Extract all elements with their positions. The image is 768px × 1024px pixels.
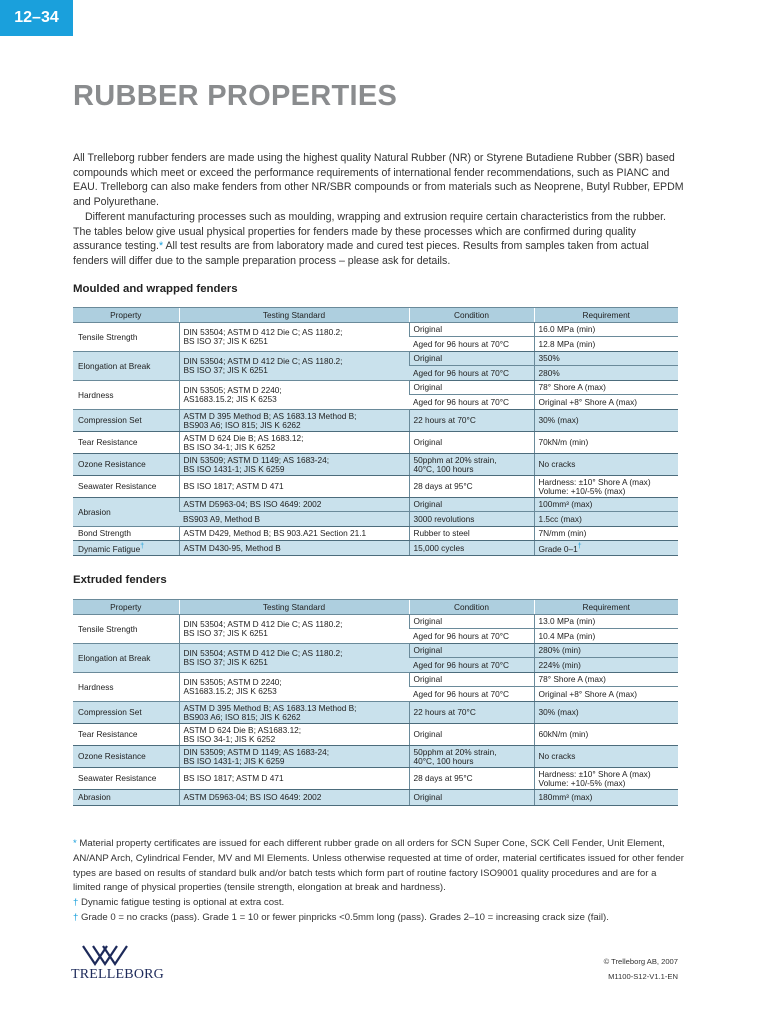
table-row — [73, 352, 678, 366]
property-cell: Ozone Resistance — [73, 454, 179, 476]
standard-cell: ASTM D 624 Die B; AS 1683.12; BS ISO 34-1; JIS K 6252 — [179, 432, 409, 454]
extruded-properties-table — [73, 599, 678, 806]
requirement-cell: 280% — [534, 366, 678, 381]
dagger-marker: † — [140, 542, 145, 550]
requirement-cell: 13.0 MPa (min) — [534, 615, 678, 629]
table-row — [73, 527, 678, 541]
standard-cell: DIN 53509; ASTM D 1149; AS 1683-24; BS ISO 1431-1; JIS K 6259 — [179, 454, 409, 476]
standard-cell: DIN 53509; ASTM D 1149; AS 1683-24; BS ISO 1431-1; JIS K 6259 — [179, 746, 409, 768]
requirement-cell: 7N/mm (min) — [534, 527, 678, 541]
property-cell: Tensile Strength — [73, 323, 179, 352]
column-header-requirement: Requirement — [534, 308, 678, 323]
intro-text — [73, 151, 685, 269]
condition-cell: Original — [409, 615, 534, 629]
table-header-row — [73, 600, 678, 615]
table-row — [73, 323, 678, 337]
condition-cell: Aged for 96 hours at 70°C — [409, 337, 534, 352]
property-cell: Bond Strength — [73, 527, 179, 541]
requirement-cell: Original +8° Shore A (max) — [534, 687, 678, 702]
table-row — [73, 644, 678, 658]
condition-cell: Original — [409, 432, 534, 454]
column-header-standard: Testing Standard — [179, 600, 409, 615]
requirement-cell: 100mm³ (max) — [534, 498, 678, 512]
column-header-requirement: Requirement — [534, 600, 678, 615]
table-row — [73, 724, 678, 746]
condition-cell: 50pphm at 20% strain, 40°C, 100 hours — [409, 454, 534, 476]
trelleborg-logo — [71, 944, 164, 983]
logo-wordmark: TRELLEBORG — [71, 967, 164, 982]
requirement-cell: 224% (min) — [534, 658, 678, 673]
property-cell: Ozone Resistance — [73, 746, 179, 768]
requirement-cell: Hardness: ±10° Shore A (max) Volume: +10/-5% (max) — [534, 476, 678, 498]
property-cell: Tear Resistance — [73, 724, 179, 746]
condition-cell: 22 hours at 70°C — [409, 410, 534, 432]
standard-cell: DIN 53504; ASTM D 412 Die C; AS 1180.2; BS ISO 37; JIS K 6251 — [179, 352, 409, 381]
standard-cell: DIN 53504; ASTM D 412 Die C; AS 1180.2; BS ISO 37; JIS K 6251 — [179, 323, 409, 352]
moulded-properties-table — [73, 307, 678, 556]
standard-cell: ASTM D 624 Die B; AS1683.12; BS ISO 34-1; JIS K 6252 — [179, 724, 409, 746]
standard-cell: ASTM D5963-04; BS ISO 4649: 2002 — [179, 790, 409, 806]
requirement-cell: 30% (max) — [534, 702, 678, 724]
property-cell: Hardness — [73, 381, 179, 410]
requirement-cell: 280% (min) — [534, 644, 678, 658]
table-row — [73, 790, 678, 806]
column-header-standard: Testing Standard — [179, 308, 409, 323]
footnote-star — [73, 837, 685, 896]
requirement-cell: 30% (max) — [534, 410, 678, 432]
document-id: M1100-S12-V1.1-EN — [608, 972, 678, 981]
requirement-cell: 78° Shore A (max) — [534, 381, 678, 395]
standard-cell: ASTM D 395 Method B; AS 1683.13 Method B; BS903 A6; ISO 815; JIS K 6262 — [179, 410, 409, 432]
extruded-section-heading: Extruded fenders — [73, 574, 167, 586]
standard-cell: ASTM D5963-04; BS ISO 4649: 2002 — [179, 498, 409, 512]
condition-cell: 3000 revolutions — [409, 512, 534, 527]
requirement-cell: 1.5cc (max) — [534, 512, 678, 527]
property-cell: Elongation at Break — [73, 644, 179, 673]
condition-cell: Original — [409, 673, 534, 687]
standard-cell: ASTM D430-95, Method B — [179, 541, 409, 556]
table-row — [73, 432, 678, 454]
table-row — [73, 410, 678, 432]
property-cell: Abrasion — [73, 498, 179, 527]
table-row — [73, 615, 678, 629]
footnote-star-marker: * — [73, 838, 77, 849]
intro-paragraph-2 — [73, 210, 685, 269]
requirement-cell: 10.4 MPa (min) — [534, 629, 678, 644]
table-row — [73, 476, 678, 498]
footnote-star-text: Material property certificates are issued for each different rubber grade on all orders for SCN Super Cone, SCK Cell Fender, Unit Element, AN/ANP Arch, Cylindrical Fender, MV and MI Elements. Unless otherwise requested at time of order, material certificates issued for other fender types are based on results of standard bulk and/or batch tests which form part of routine factory ISO9001 quality procedures and are for a limited range of physical properties (tensile strength, elongation at break and hardness). — [73, 838, 684, 894]
page-number: 12–34 — [14, 9, 59, 26]
condition-cell: Aged for 96 hours at 70°C — [409, 687, 534, 702]
intro-paragraph-1: All Trelleborg rubber fenders are made using the highest quality Natural Rubber (NR) or Styrene Butadiene Rubber (SBR) based compounds which meet or exceed the performance requirements of international fender recommendations, such as PIANC and EAU. Trelleborg can also make fenders from other NR/SBR compounds or from materials such as Neoprene, Butyl Rubber, EPDM and Polyurethane. — [73, 152, 684, 209]
requirement-cell: 70kN/m (min) — [534, 432, 678, 454]
condition-cell: Aged for 96 hours at 70°C — [409, 658, 534, 673]
table-row — [73, 673, 678, 687]
copyright-text: © Trelleborg AB, 2007 — [603, 957, 678, 966]
requirement-cell: 16.0 MPa (min) — [534, 323, 678, 337]
condition-cell: 28 days at 95°C — [409, 476, 534, 498]
dagger-marker: † — [577, 542, 582, 550]
standard-cell: ASTM D429, Method B; BS 903.A21 Section 21.1 — [179, 527, 409, 541]
standard-cell: BS ISO 1817; ASTM D 471 — [179, 476, 409, 498]
column-header-property: Property — [73, 600, 179, 615]
footnote-dagger-2 — [73, 911, 685, 926]
requirement-cell: Hardness: ±10° Shore A (max) Volume: +10/-5% (max) — [534, 768, 678, 790]
requirement-cell: Grade 0–1† — [534, 541, 678, 556]
property-cell: Abrasion — [73, 790, 179, 806]
property-cell: Hardness — [73, 673, 179, 702]
condition-cell: Rubber to steel — [409, 527, 534, 541]
condition-cell: 22 hours at 70°C — [409, 702, 534, 724]
table-row — [73, 498, 678, 512]
trelleborg-wave-icon — [71, 944, 141, 966]
requirement-cell: No cracks — [534, 746, 678, 768]
property-cell: Seawater Resistance — [73, 768, 179, 790]
standard-cell: BS903 A9, Method B — [179, 512, 409, 527]
requirement-cell: 350% — [534, 352, 678, 366]
moulded-section-heading: Moulded and wrapped fenders — [73, 283, 238, 295]
condition-cell: 28 days at 95°C — [409, 768, 534, 790]
condition-cell: 50pphm at 20% strain, 40°C, 100 hours — [409, 746, 534, 768]
requirement-cell: Original +8° Shore A (max) — [534, 395, 678, 410]
requirement-cell: 60kN/m (min) — [534, 724, 678, 746]
condition-cell: Original — [409, 381, 534, 395]
page-number-tab — [0, 0, 73, 36]
table-header-row — [73, 308, 678, 323]
footnotes — [73, 837, 685, 926]
intro-paragraph-2-text-cont: All test results are from laboratory made and cured test pieces. Results from samples taken from actual fenders will differ due to the sample preparation process – please ask for details. — [73, 240, 649, 267]
property-cell: Tear Resistance — [73, 432, 179, 454]
footnote-dagger-2-text: Grade 0 = no cracks (pass). Grade 1 = 10 or fewer pinpricks <0.5mm long (pass). Grades 2–10 = increasing crack size (fail). — [78, 911, 609, 923]
property-cell: Compression Set — [73, 702, 179, 724]
column-header-condition: Condition — [409, 600, 534, 615]
column-header-property: Property — [73, 308, 179, 323]
footnote-star-marker: * — [158, 240, 164, 253]
footnote-dagger-1-text: Dynamic fatigue testing is optional at extra cost. — [78, 897, 285, 909]
table-row — [73, 454, 678, 476]
property-cell: Dynamic Fatigue† — [73, 541, 179, 556]
condition-cell: Aged for 96 hours at 70°C — [409, 395, 534, 410]
condition-cell: Aged for 96 hours at 70°C — [409, 366, 534, 381]
standard-cell: DIN 53505; ASTM D 2240; AS1683.15.2; JIS K 6253 — [179, 381, 409, 410]
condition-cell: Original — [409, 498, 534, 512]
property-cell: Elongation at Break — [73, 352, 179, 381]
standard-cell: DIN 53504; ASTM D 412 Die C; AS 1180.2; BS ISO 37; JIS K 6251 — [179, 615, 409, 644]
table-row — [73, 746, 678, 768]
condition-cell: Aged for 96 hours at 70°C — [409, 629, 534, 644]
table-row — [73, 381, 678, 395]
requirement-cell: 78° Shore A (max) — [534, 673, 678, 687]
property-cell: Seawater Resistance — [73, 476, 179, 498]
requirement-cell: 180mm³ (max) — [534, 790, 678, 806]
standard-cell: DIN 53504; ASTM D 412 Die C; AS 1180.2; BS ISO 37; JIS K 6251 — [179, 644, 409, 673]
footnote-dagger-1 — [73, 896, 685, 911]
table-row — [73, 768, 678, 790]
standard-cell: BS ISO 1817; ASTM D 471 — [179, 768, 409, 790]
condition-cell: Original — [409, 724, 534, 746]
intro-paragraph-2-text: Different manufacturing processes such as moulding, wrapping and extrusion require certain characteristics from the rubber. The tables below give usual physical properties for fenders made by these processes which are confirmed during quality assurance testing. — [73, 210, 666, 253]
dagger-marker: † — [73, 897, 79, 909]
table-row — [73, 702, 678, 724]
property-cell: Tensile Strength — [73, 615, 179, 644]
condition-cell: Original — [409, 790, 534, 806]
requirement-cell: 12.8 MPa (min) — [534, 337, 678, 352]
condition-cell: 15,000 cycles — [409, 541, 534, 556]
page-title: RUBBER PROPERTIES — [73, 80, 398, 112]
condition-cell: Original — [409, 323, 534, 337]
condition-cell: Original — [409, 644, 534, 658]
condition-cell: Original — [409, 352, 534, 366]
table-row — [73, 541, 678, 556]
column-header-condition: Condition — [409, 308, 534, 323]
standard-cell: ASTM D 395 Method B; AS 1683.13 Method B; BS903 A6; ISO 815; JIS K 6262 — [179, 702, 409, 724]
dagger-marker: † — [73, 911, 79, 923]
requirement-cell: No cracks — [534, 454, 678, 476]
property-cell: Compression Set — [73, 410, 179, 432]
standard-cell: DIN 53505; ASTM D 2240; AS1683.15.2; JIS K 6253 — [179, 673, 409, 702]
